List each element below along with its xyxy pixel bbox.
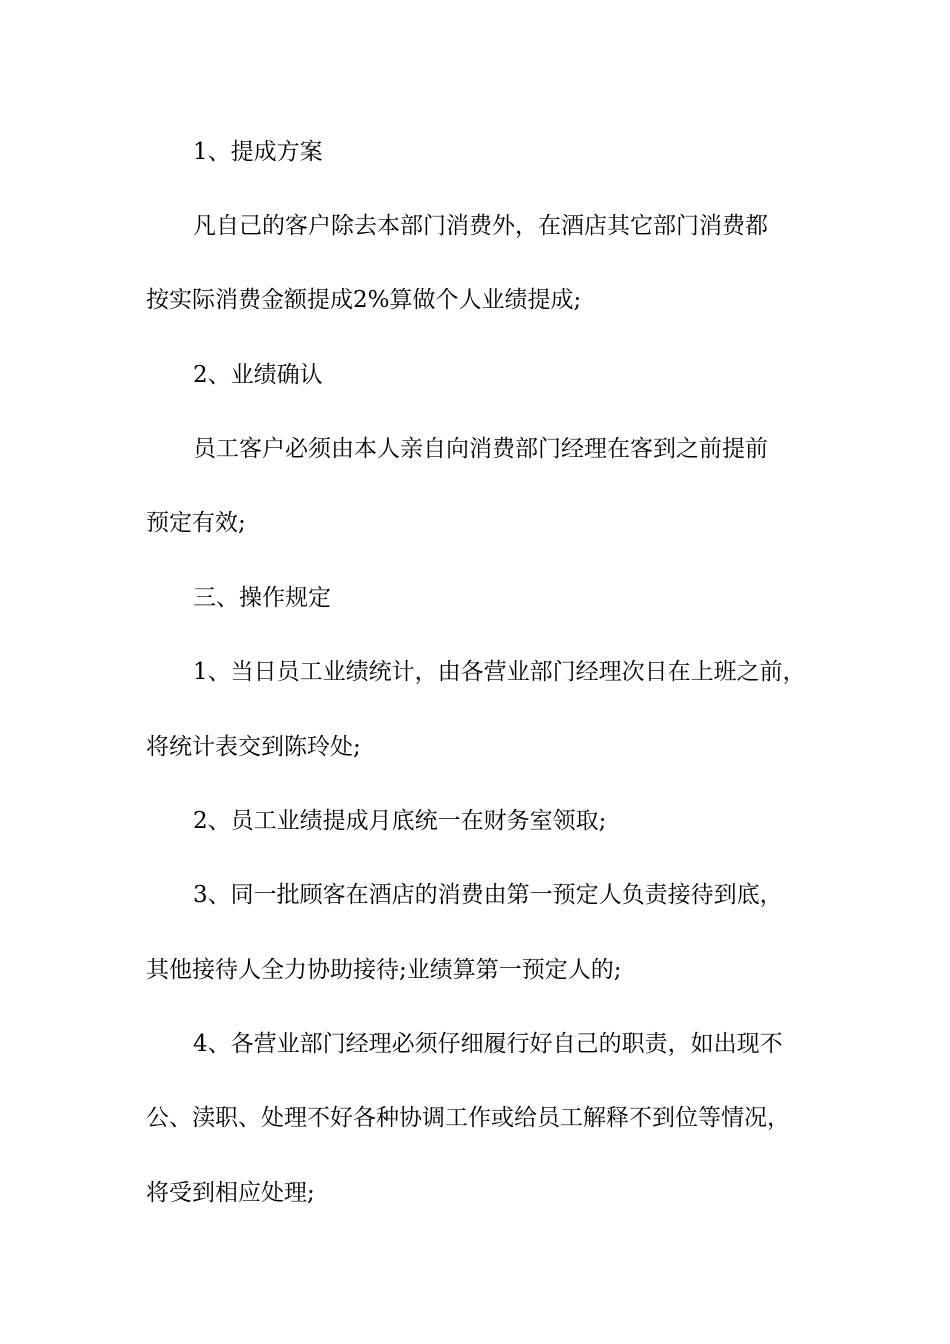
paragraph-line: 其他接待人全力协助接待;业绩算第一预定人的; xyxy=(146,957,622,983)
paragraph-line: 2、员工业绩提成月底统一在财务室领取; xyxy=(193,808,607,834)
paragraph-line: 按实际消费金额提成2%算做个人业绩提成; xyxy=(146,287,582,313)
heading-performance-confirm: 2、业绩确认 xyxy=(193,362,323,388)
paragraph-line: 公、渎职、处理不好各种协调工作或给员工解释不到位等情况， xyxy=(146,1105,790,1131)
heading-commission-plan: 1、提成方案 xyxy=(193,139,323,165)
paragraph-line: 将受到相应处理; xyxy=(146,1180,315,1206)
paragraph-line: 3、同一批顾客在酒店的消费由第一预定人负责接待到底， xyxy=(193,882,783,908)
heading-operation-rules: 三、操作规定 xyxy=(193,585,331,611)
paragraph-line: 员工客户必须由本人亲自向消费部门经理在客到之前提前 xyxy=(193,436,768,462)
paragraph-line: 凡自己的客户除去本部门消费外，在酒店其它部门消费都 xyxy=(193,213,768,239)
paragraph-line: 4、各营业部门经理必须仔细履行好自己的职责，如出现不 xyxy=(193,1031,783,1057)
paragraph-line: 预定有效; xyxy=(146,510,246,536)
paragraph-line: 将统计表交到陈玲处; xyxy=(146,734,361,760)
paragraph-line: 1、当日员工业绩统计，由各营业部门经理次日在上班之前， xyxy=(193,659,806,685)
